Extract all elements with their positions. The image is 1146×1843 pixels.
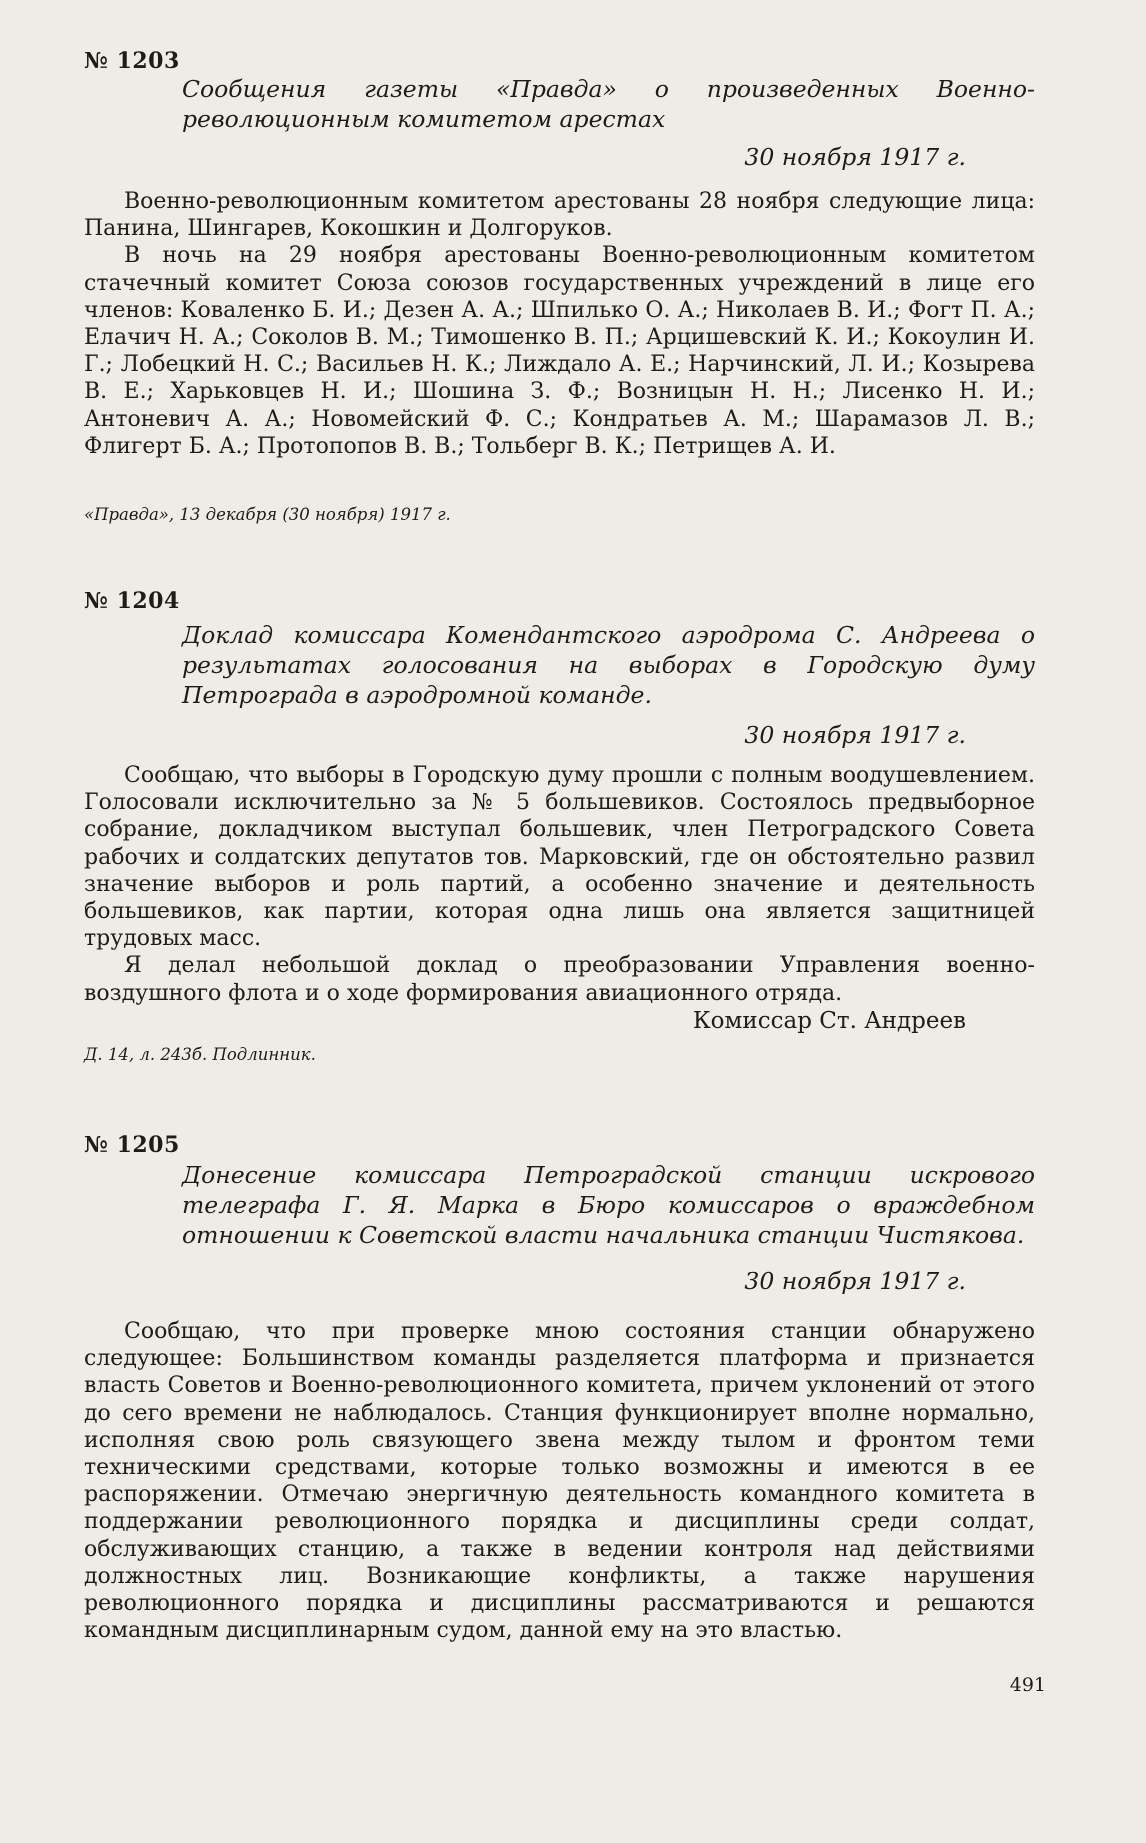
document-body xyxy=(84,762,1035,1007)
signature: Комиссар Ст. Андреев xyxy=(692,1008,966,1034)
document-number: № 1204 xyxy=(84,588,180,614)
document-body xyxy=(84,1318,1035,1644)
source-note: «Правда», 13 декабря (30 ноября) 1917 г. xyxy=(84,505,451,524)
paragraph: В ночь на 29 ноября арестованы Военно-революционным комитетом стачечный комитет Союза союзов государственных учреждений в лице его членов: Коваленко Б. И.; Дезен А. А.; Шпилько О. А.; Николаев В. И.; Фогт П. А.; Елачич Н. А.; Соколов В. М.; Тимошенко В. П.; Арцишевский К. И.; Кокоулин И. Г.; Лобецкий Н. С.; Васильев Н. К.; Лиждало А. Е.; Нарчинский, Л. И.; Козырева В. Е.; Харьковцев Н. И.; Шошина З. Ф.; Возницын Н. Н.; Лисенко Н. И.; Антоневич А. А.; Новомейский Ф. С.; Кондратьев А. М.; Шарамазов Л. В.; Флигерт Б. А.; Протопопов В. В.; Тольберг В. К.; Петрищев А. И. xyxy=(84,243,1035,459)
document-title: Доклад комиссара Комендантского аэродрома С. Андреева о результатах голосования на выборах в Городскую думу Петрограда в аэродромной команде. xyxy=(182,621,1035,709)
document-title: Донесение комиссара Петроградской станции искрового телеграфа Г. Я. Марка в Бюро комиссаров о враждебном отношении к Советской власти начальника станции Чистякова. xyxy=(182,1161,1035,1249)
document-date: 30 ноября 1917 г. xyxy=(744,143,966,171)
paragraph: Сообщаю, что при проверке мною состояния станции обнаружено следующее: Большинством команды разделяется платформа и признается власть Советов и Военно-революционного комитета, причем уклонений от этого до сего времени не наблюдалось. Станция функционирует вполне нормально, исполняя свою роль связующего звена между тылом и фронтом теми техническими средствами, которые только возможны и имеются в ее распоряжении. Отмечаю энергичную деятельность командного комитета в поддержании революционного порядка и дисциплины среди солдат, обслуживающих станцию, а также в ведении контроля над действиями должностных лиц. Возникающие конфликты, а также нарушения революционного порядка и дисциплины рассматриваются и решаются командным дисциплинарным судом, данной ему на это властью. xyxy=(84,1319,1035,1644)
page-number: 491 xyxy=(1009,1674,1046,1696)
document-date: 30 ноября 1917 г. xyxy=(744,1267,966,1295)
document-date: 30 ноября 1917 г. xyxy=(744,721,966,749)
paragraph: Я делал небольшой доклад о преобразовании Управления военно-воздушного флота и о ходе формирования авиационного отряда. xyxy=(84,953,1035,1006)
paragraph: Военно-революционным комитетом арестованы 28 ноября следующие лица: Панина, Шингарев, Кокошкин и Долгоруков. xyxy=(84,189,1035,242)
document-body xyxy=(84,188,1035,460)
document-number: № 1203 xyxy=(84,48,180,74)
source-note: Д. 14, л. 243б. Подлинник. xyxy=(84,1045,316,1064)
document-title: Сообщения газеты «Правда» о произведенных Военно-революционным комитетом арестах xyxy=(182,75,1035,133)
paragraph: Сообщаю, что выборы в Городскую думу прошли с полным воодушевлением. Голосовали исключительно за № 5 большевиков. Состоялось предвыборное собрание, докладчиком выступал большевик, член Петроградского Совета рабочих и солдатских депутатов тов. Марковский, где он обстоятельно развил значение выборов и роль партий, а особенно значение и деятельность большевиков, как партии, которая одна лишь она является защитницей трудовых масс. xyxy=(84,763,1035,952)
document-number: № 1205 xyxy=(84,1132,180,1158)
